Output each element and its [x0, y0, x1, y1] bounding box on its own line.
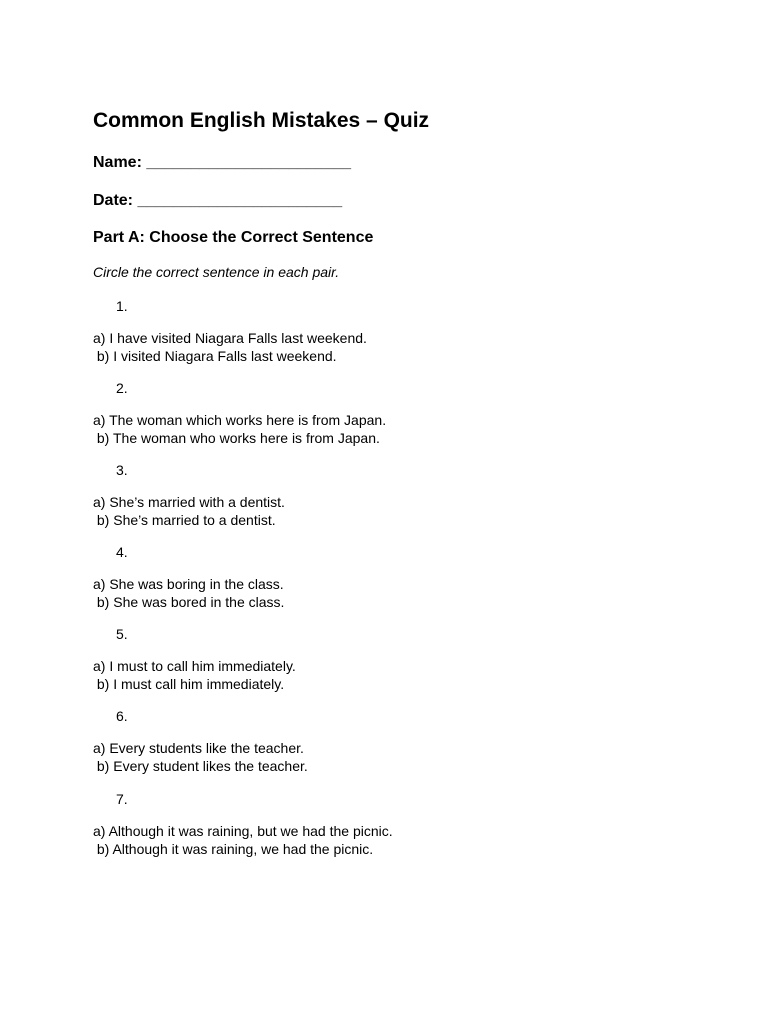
- name-field: Name: _______________________: [93, 154, 352, 171]
- question-number: 3.: [116, 462, 128, 478]
- option-b: b) The woman who works here is from Japan.: [93, 430, 380, 446]
- option-a: a) I must to call him immediately.: [93, 658, 296, 674]
- question-number: 2.: [116, 380, 128, 396]
- option-a: a) I have visited Niagara Falls last weekend.: [93, 330, 367, 346]
- option-b: b) I must call him immediately.: [93, 676, 285, 692]
- part-a-instruction: Circle the correct sentence in each pair.: [93, 264, 340, 280]
- question-number: 7.: [116, 791, 128, 807]
- option-a: a) Every students like the teacher.: [93, 740, 304, 756]
- question-number: 6.: [116, 708, 128, 724]
- question-number: 5.: [116, 626, 128, 642]
- option-b: b) She’s married to a dentist.: [93, 512, 276, 528]
- option-a: a) She was boring in the class.: [93, 576, 284, 592]
- date-field: Date: _______________________: [93, 192, 343, 209]
- question-number: 1.: [116, 298, 128, 314]
- option-a: a) The woman which works here is from Japan.: [93, 412, 387, 428]
- option-a: a) Although it was raining, but we had the picnic.: [93, 823, 393, 839]
- option-a: a) She’s married with a dentist.: [93, 494, 285, 510]
- question-number: 4.: [116, 544, 128, 560]
- option-b: b) Although it was raining, we had the picnic.: [93, 841, 374, 857]
- option-b: b) Every student likes the teacher.: [93, 758, 308, 774]
- option-b: b) She was bored in the class.: [93, 594, 285, 610]
- page-title: Common English Mistakes – Quiz: [93, 109, 430, 132]
- option-b: b) I visited Niagara Falls last weekend.: [93, 348, 337, 364]
- part-a-heading: Part A: Choose the Correct Sentence: [93, 229, 374, 246]
